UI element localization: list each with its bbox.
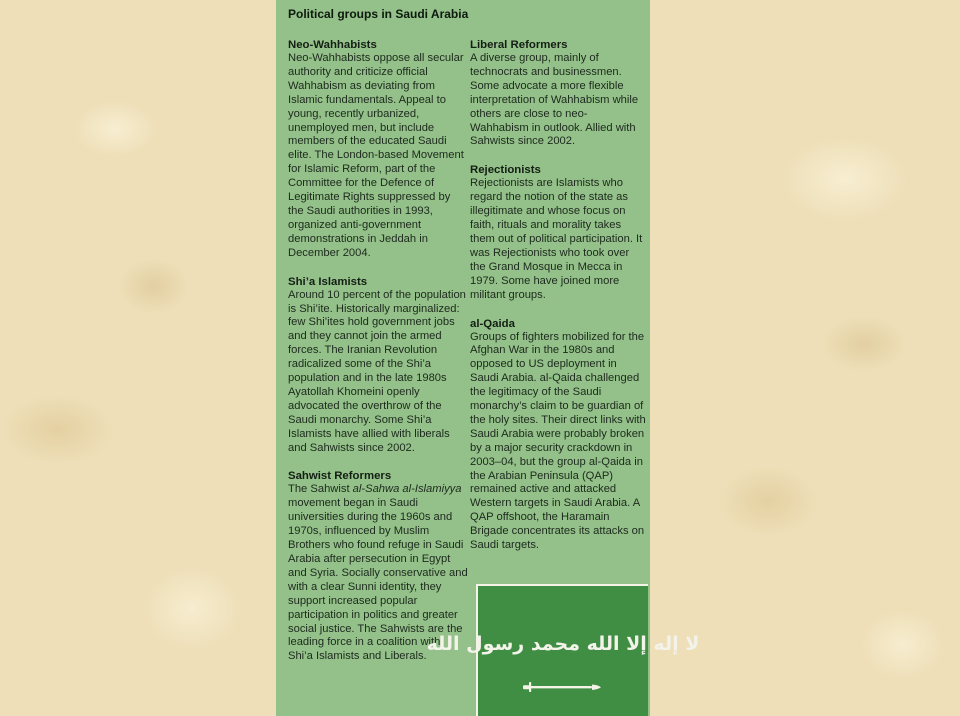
section-body: Neo-Wahhabists oppose all secular authority and criticize official Wahhabism as deviating from Islamic fundamentals. Appeal to young, recently urbanized, unemployed men, but include members of the educated Saudi elite. The London-based Movement for Islamic Reform, part of the Committee for the Defence of Legitimate Rights suppressed by the Saudi authorities in 1993, organized anti-government demonstrations in Jeddah in December 2004. <box>288 52 464 259</box>
section-shia-islamists <box>288 275 468 456</box>
left-column <box>288 38 468 678</box>
political-groups-panel <box>276 0 700 716</box>
section-heading: al-Qaida <box>470 317 515 330</box>
section-rejectionists <box>470 163 646 302</box>
section-heading: Sahwist Reformers <box>288 470 392 483</box>
section-liberal-reformers <box>470 38 646 149</box>
movement-name: al-Sahwa al-Islamiyya <box>352 483 462 496</box>
section-body: Groups of fighters mobilized for the Afghan War in the 1980s and opposed to US deployment in Saudi Arabia. al-Qaida challenged the legitimacy of the Saudi monarchy’s claim to be guardian of the holy sites. Their direct links with Saudi Arabia were probably broken by a major security crackdown in 2003–04, but the group al-Qaida in the Arabian Peninsula (QAP) remained active and attacked Western targets in Saudi Arabia. A QAP offshoot, the Haramain Brigade concentrates its attacks on Saudi targets. <box>470 330 646 552</box>
shahada-calligraphy: لا إله إلا الله محمد رسول الله <box>426 633 700 655</box>
body-text: movement began in Saudi universities during the 1960s and 1970s, influenced by Muslim Brothers who found refuge in Saudi Arabia after persecution in Egypt and Syria. Socially conservative and with a clear Sunni identity, they support increased popular participation in politics and greater social justice. The Sahwists are the leading force in a coalition with Shi’a Islamists and Liberals. <box>288 497 468 663</box>
section-neo-wahhabists <box>288 38 468 261</box>
body-text: The Sahwist <box>288 483 353 496</box>
right-column <box>470 38 646 567</box>
section-body: Around 10 percent of the population is Shi’ite. Historically marginalized: few Shi’ites hold government jobs and they cannot join the armed forces. The Iranian Revolution radicalized some of the Shi’a population and in the late 1980s Ayatollah Khomeini openly advocated the overthrow of the Saudi monarchy. Some Shi’a Islamists have allied with liberals and Sahwists since 2002. <box>288 288 466 454</box>
panel-title: Political groups in Saudi Arabia <box>288 7 469 21</box>
section-heading: Rejectionists <box>470 164 541 177</box>
saudi-flag <box>426 584 700 716</box>
section-al-qaida <box>470 317 646 554</box>
section-heading: Liberal Reformers <box>470 39 568 51</box>
section-heading: Neo-Wahhabists <box>288 39 377 51</box>
sword-icon <box>523 682 601 692</box>
section-body: Rejectionists are Islamists who regard the notion of the state as illegitimate and whose focus on faith, rituals and morality takes them out of political participation. It was Rejectionists who took over the Grand Mosque in Mecca in 1979. Some have joined more militant groups. <box>470 177 643 301</box>
section-body: A diverse group, mainly of technocrats and businessmen. Some advocate a more flexible interpretation of Wahhabism while others are close to neo-Wahhabism in outlook. Allied with Sahwists since 2002. <box>470 52 639 148</box>
saudi-flag-image <box>426 586 700 716</box>
section-heading: Shi’a Islamists <box>288 275 368 288</box>
